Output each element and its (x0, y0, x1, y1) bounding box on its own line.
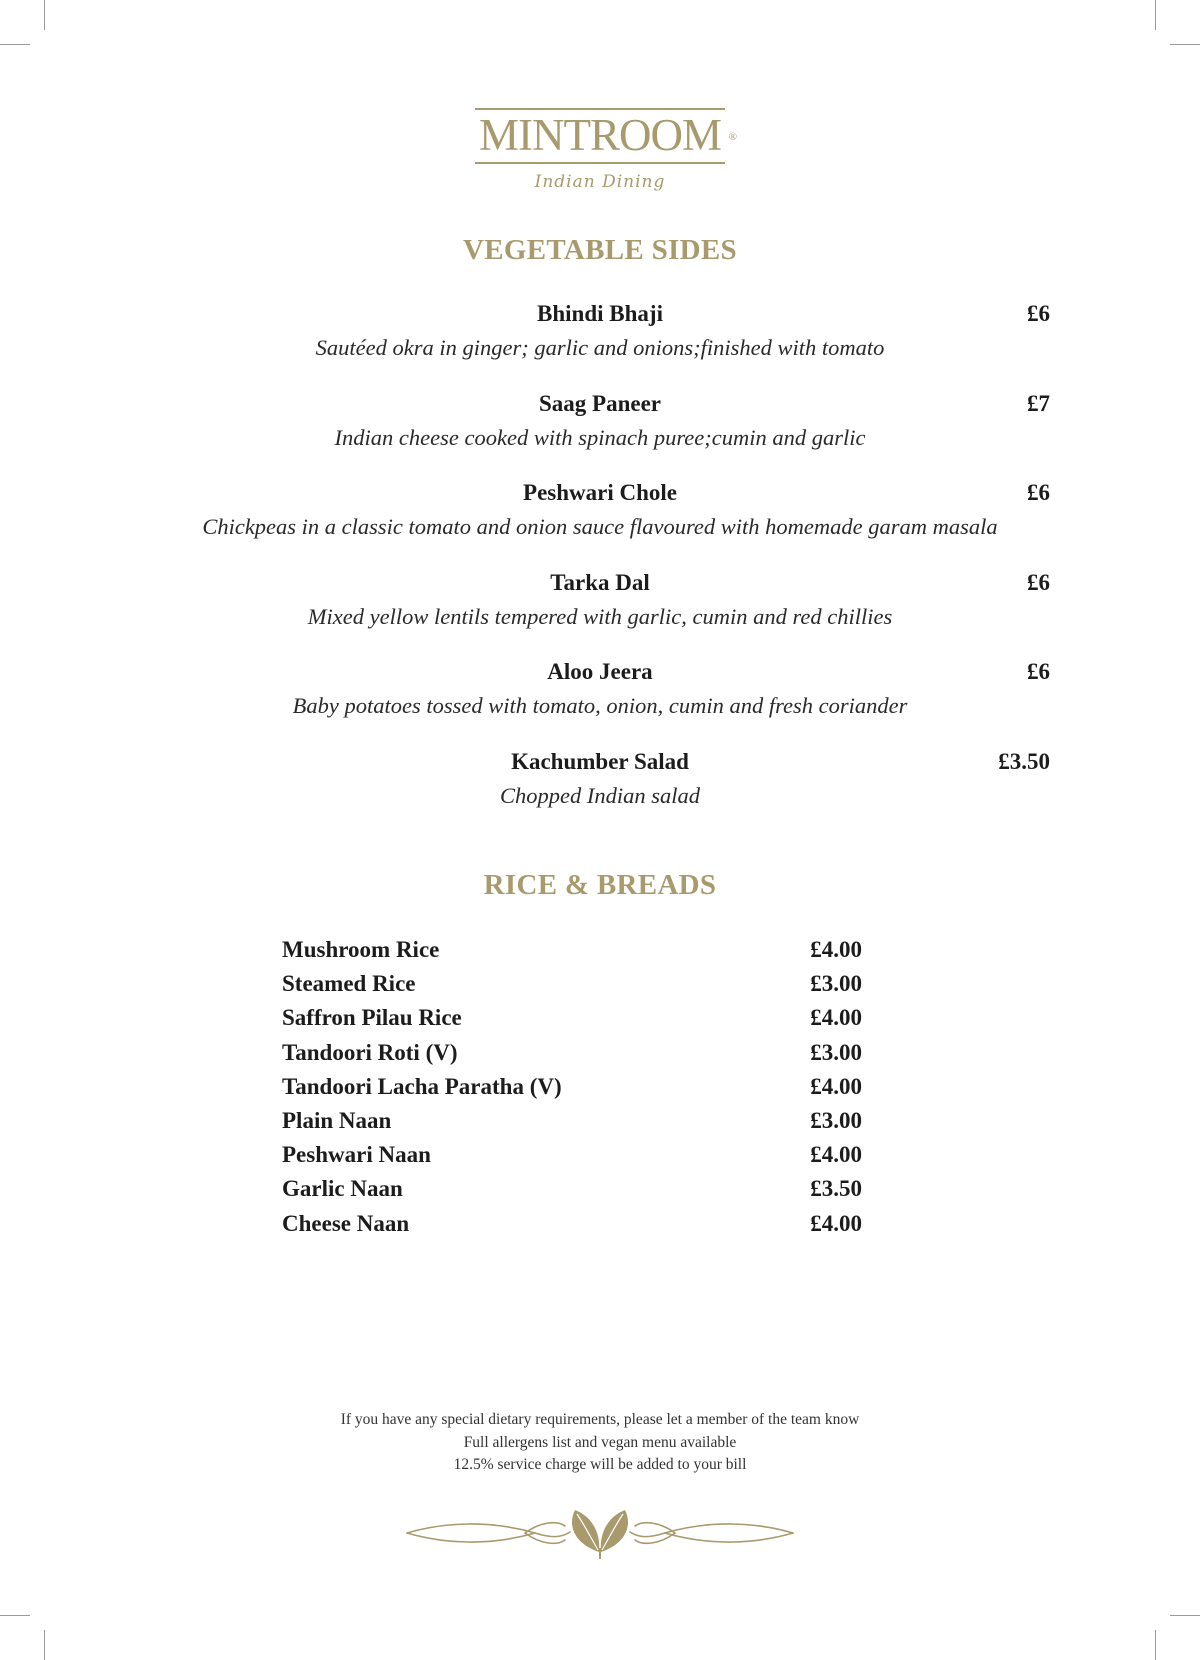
menu-item-price: £6 (1027, 659, 1050, 684)
logo-wordmark (475, 108, 737, 164)
section-title-rice-breads: RICE & BREADS (483, 869, 717, 901)
list-item (282, 1106, 862, 1140)
crop-mark (1155, 0, 1156, 30)
menu-item (0, 658, 1200, 748)
menu-item (0, 390, 1200, 480)
menu-item-price: £3.50 (998, 749, 1050, 774)
list-item-name: Cheese Naan (282, 1210, 410, 1236)
list-item-price: £3.00 (810, 1107, 862, 1133)
list-item-price: £4.00 (810, 1005, 862, 1031)
menu-item (0, 569, 1200, 659)
list-item-name: Saffron Pilau Rice (282, 1005, 462, 1031)
menu-item (0, 479, 1200, 569)
list-item-price: £4.00 (810, 1142, 862, 1168)
menu-item-price: £6 (1027, 480, 1050, 505)
menu-item-description: Indian cheese cooked with spinach puree;cumin and garlic (334, 425, 866, 450)
menu-item-description: Mixed yellow lentils tempered with garlic, cumin and red chillies (307, 604, 893, 629)
menu-item-description: Sautéed okra in ginger; garlic and onions;finished with tomato (315, 335, 885, 360)
list-item-price: £4.00 (810, 1210, 862, 1236)
brand-name: MINTROOM (478, 110, 721, 160)
list-item-name: Tandoori Lacha Paratha (V) (282, 1073, 562, 1099)
list-item-name: Tandoori Roti (V) (282, 1039, 458, 1065)
menu-item-price: £7 (1027, 391, 1050, 416)
crop-mark (0, 1615, 30, 1616)
menu-item-name: Saag Paneer (538, 391, 661, 416)
list-item-name: Plain Naan (282, 1107, 392, 1133)
menu-item-name: Kachumber Salad (511, 749, 689, 774)
menu-item-name: Tarka Dal (550, 570, 650, 595)
brand-tagline: Indian Dining (534, 172, 666, 192)
crop-mark (44, 0, 45, 30)
list-item (282, 935, 862, 969)
list-item (282, 1072, 862, 1106)
menu-item (0, 300, 1200, 390)
menu-item-name: Bhindi Bhaji (537, 301, 663, 326)
crop-mark (0, 44, 30, 45)
list-item-name: Peshwari Naan (282, 1142, 431, 1168)
list-item (282, 969, 862, 1003)
crop-mark (1170, 1615, 1200, 1616)
menu-item-name: Peshwari Chole (523, 480, 677, 505)
crop-mark (1155, 1630, 1156, 1660)
brand-logo (0, 108, 1200, 192)
list-item (282, 1038, 862, 1072)
list-item-price: £4.00 (810, 937, 862, 962)
list-item-price: £4.00 (810, 1073, 862, 1099)
menu-item-description: Chopped Indian salad (500, 783, 700, 808)
footer-line-dietary: If you have any special dietary requirements, please let a member of the team know (340, 1411, 860, 1428)
list-item-price: £3.00 (810, 1039, 862, 1065)
menu-item-price: £6 (1027, 570, 1050, 595)
list-item-price: £3.50 (810, 1176, 862, 1202)
menu-item-description: Baby potatoes tossed with tomato, onion, cumin and fresh coriander (292, 693, 908, 718)
mint-leaf-flourish-icon (405, 1504, 795, 1560)
crop-mark (1170, 44, 1200, 45)
menu-item-price: £6 (1027, 301, 1050, 326)
list-item (282, 1140, 862, 1174)
list-item-name: Garlic Naan (282, 1176, 403, 1202)
menu-item-name: Aloo Jeera (547, 659, 653, 684)
footer-line-service-charge: 12.5% service charge will be added to your bill (453, 1456, 747, 1473)
registered-mark: ® (728, 131, 737, 143)
list-item (282, 1209, 862, 1243)
list-item (282, 1003, 862, 1037)
rice-breads-list (282, 935, 862, 1243)
list-item-name: Mushroom Rice (282, 937, 440, 962)
list-item (282, 1174, 862, 1208)
list-item-price: £3.00 (810, 971, 862, 997)
menu-item-description: Chickpeas in a classic tomato and onion sauce flavoured with homemade garam masala (202, 514, 998, 539)
crop-mark (44, 1630, 45, 1660)
section-title-vegetable-sides: VEGETABLE SIDES (463, 234, 737, 266)
footer-line-allergens: Full allergens list and vegan menu available (463, 1433, 737, 1451)
footer-notes (0, 1409, 1200, 1477)
menu-item (0, 748, 1200, 838)
list-item-name: Steamed Rice (282, 971, 416, 997)
